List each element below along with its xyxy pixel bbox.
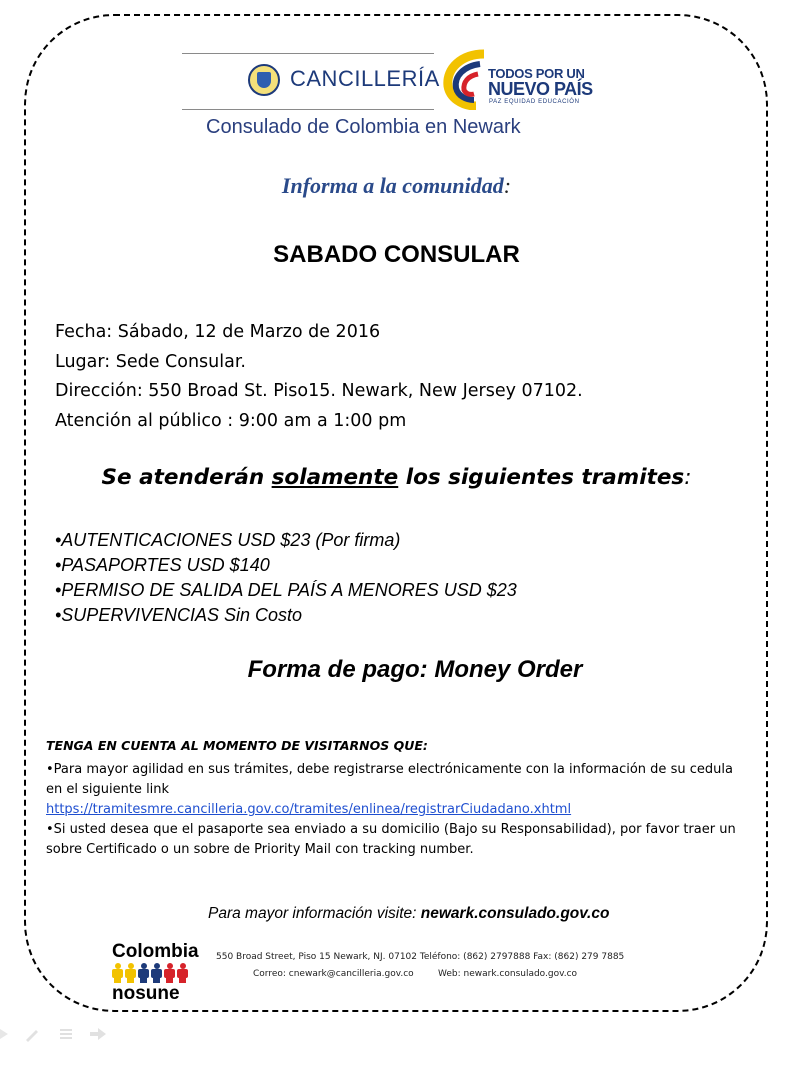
detail-atencion: Atención al público : 9:00 am a 1:00 pm [55, 410, 407, 431]
note-item-register: •Para mayor agilidad en sus trámites, debe registrarse electrónicamente con la información de su cedula en el siguiente link [46, 762, 733, 797]
list-item: •PASAPORTES USD $140 [55, 555, 270, 575]
colombia-nosune-logo [112, 942, 202, 1004]
tramites-heading-underlined: solamente [271, 465, 399, 490]
pen-icon [26, 1030, 38, 1042]
dashed-frame [24, 14, 768, 1012]
tpun-line1: TODOS POR UN [488, 66, 585, 81]
page-title: SABADO CONSULAR [273, 241, 520, 268]
detail-direccion: Dirección: 550 Broad St. Piso15. Newark, New Jersey 07102. [55, 381, 583, 401]
list-item: •PERMISO DE SALIDA DEL PAÍS A MENORES USD $23 [55, 580, 517, 600]
website-link[interactable]: newark.consulado.gov.co [420, 905, 610, 922]
more-info-label: Para mayor información visite: [208, 905, 421, 922]
tpun-line2: NUEVO PAÍS [488, 79, 593, 99]
event-details [55, 318, 583, 436]
list-item: •SUPERVIVENCIAS Sin Costo [55, 605, 303, 625]
logo-word-nosune: nosune [112, 983, 180, 1004]
slideshow-controls [0, 1024, 120, 1044]
consulado-title: Consulado de Colombia en Newark [206, 116, 521, 138]
note-item-passport: •Si usted desea que el pasaporte sea enviado a su domicilio (Bajo su Responsabilidad), por favor traer un sobre Certificado o un sobre de Priority Mail con tracking number. [46, 822, 736, 857]
todos-por-un-nuevo-pais-logo-icon [440, 48, 488, 110]
tramites-heading [0, 465, 793, 490]
footer-address-phone: 550 Broad Street, Piso 15 Newark, NJ. 07102 Teléfono: (862) 2797888 Fax: (862) 279 7885 [216, 952, 625, 962]
tramites-heading-colon: : [684, 465, 692, 490]
detail-fecha: Fecha: Sábado, 12 de Marzo de 2016 [55, 322, 381, 342]
footer-email: Correo: cnewark@cancilleria.gov.co [253, 969, 414, 979]
tramites-list [55, 528, 517, 628]
notes-heading: TENGA EN CUENTA AL MOMENTO DE VISITARNOS QUE: [46, 738, 428, 753]
header-top-rule [182, 53, 434, 54]
colombia-seal-icon [248, 64, 280, 96]
intro-text: Informa a la comunidad [281, 173, 504, 198]
people-figures-icon [112, 963, 202, 983]
cancilleria-logo-text: CANCILLERÍA [290, 66, 440, 91]
logo-word-colombia: Colombia [112, 941, 199, 962]
list-item: •AUTENTICACIONES USD $23 (Por firma) [55, 530, 401, 550]
notes-section [46, 736, 746, 860]
intro-line [0, 173, 793, 199]
tramites-heading-before: Se atenderán [101, 465, 272, 490]
header-bottom-rule [182, 109, 434, 110]
tramites-heading-after: los siguientes tramites [398, 465, 685, 490]
more-info-line [208, 905, 609, 923]
registration-link[interactable]: https://tramitesmre.cancilleria.gov.co/tramites/enlinea/registrarCiudadano.xhtml [46, 802, 572, 817]
arrow-left-icon [0, 1029, 8, 1039]
footer-web: Web: newark.consulado.gov.co [438, 969, 578, 979]
menu-icon [60, 1029, 72, 1039]
tpun-line3: PAZ EQUIDAD EDUCACIÓN [489, 99, 580, 105]
detail-lugar: Lugar: Sede Consular. [55, 351, 246, 372]
payment-method: Forma de pago: Money Order [247, 656, 583, 683]
arrow-right-icon [90, 1028, 106, 1040]
intro-colon: : [503, 173, 512, 198]
